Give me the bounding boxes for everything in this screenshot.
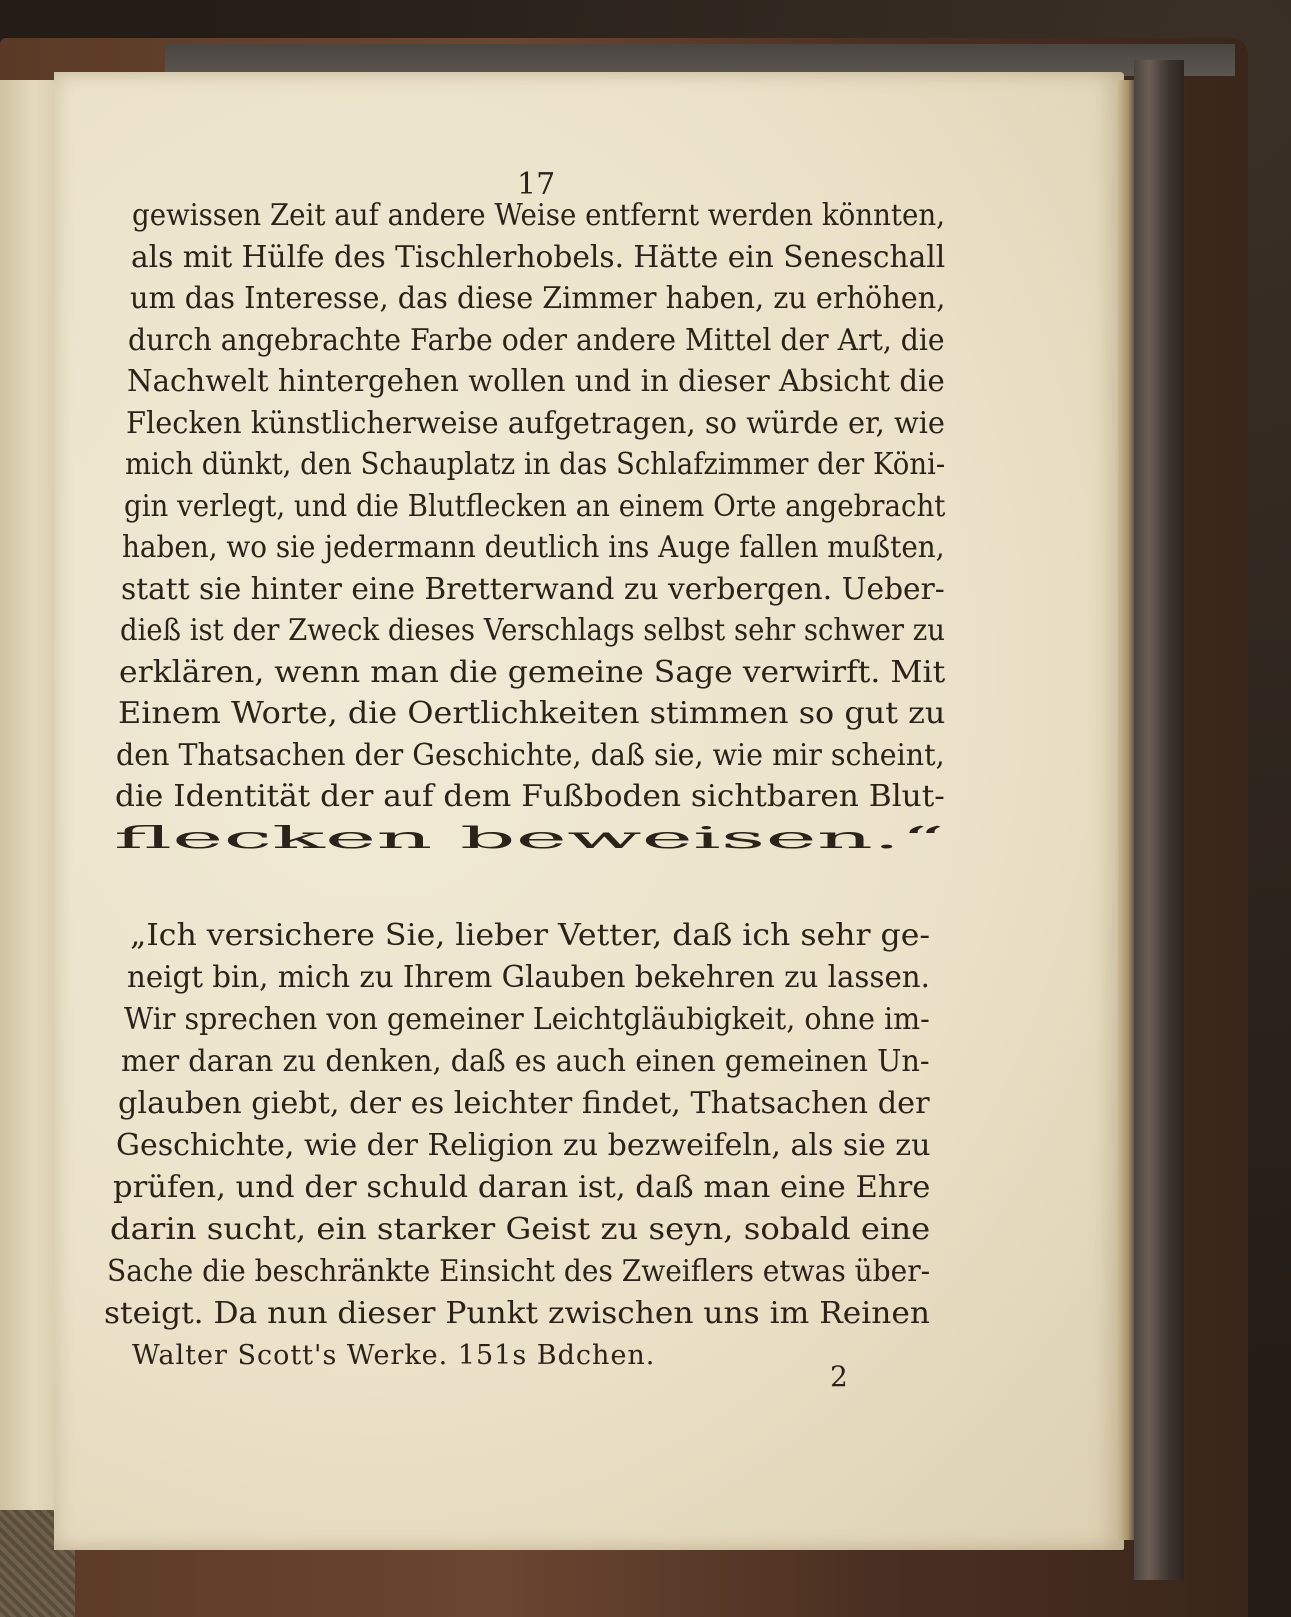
text-line: durch angebrachte Farbe oder andere Mittel der Art, die (128, 322, 945, 358)
text-line: glauben giebt, der es leichter findet, Thatsachen der (118, 1086, 931, 1121)
right-cover-board (1134, 60, 1184, 1580)
text-line: neigt bin, mich zu Ihrem Glauben bekehren zu lassen. (127, 960, 931, 995)
text-line: die Identität der auf dem Fußboden sichtbaren Blut- (115, 779, 945, 814)
text-line: gin verlegt, und die Blutflecken an einem Orte angebracht (123, 488, 945, 524)
text-line: erklären, wenn man die gemeine Sage verwirft. Mit (118, 654, 946, 690)
text-line: „Ich versichere Sie, lieber Vetter, daß ich sehr ge- (130, 918, 931, 953)
text-line: statt sie hinter eine Bretterwand zu verbergen. Ueber- (121, 571, 945, 607)
text-line: flecken beweisen.“ (114, 820, 945, 856)
sheet-number: 2 (830, 1360, 848, 1393)
text-line: mer daran zu denken, daß es auch einen gemeinen Un- (121, 1044, 930, 1079)
text-line: gewissen Zeit auf andere Weise entfernt werden könnten, (132, 198, 946, 233)
text-line: den Thatsachen der Geschichte, daß sie, wie mir scheint, (116, 737, 946, 773)
text-line: Sache die beschränkte Einsicht des Zweiflers etwas über- (106, 1254, 930, 1289)
text-line: als mit Hülfe des Tischlerhobels. Hätte ein Seneschall (130, 239, 946, 275)
text-line: Wir sprechen von gemeiner Leichtgläubigkeit, ohne im- (124, 1002, 930, 1037)
text-line: Nachwelt hintergehen wollen und in dieser Absicht die (127, 364, 945, 399)
text-line: steigt. Da nun dieser Punkt zwischen uns im Reinen (104, 1296, 930, 1331)
text-line: prüfen, und der schuld daran ist, daß man eine Ehre (112, 1170, 931, 1205)
text-line: mich dünkt, den Schauplatz in das Schlafzimmer der Köni- (124, 447, 946, 482)
text-line: darin sucht, ein starker Geist zu seyn, sobald eine (109, 1212, 931, 1247)
text-line: haben, wo sie jedermann deutlich ins Auge fallen mußten, (122, 530, 945, 565)
text-line: Einem Worte, die Oertlichkeiten stimmen so gut zu (117, 696, 946, 731)
text-line: um das Interesse, das diese Zimmer haben, zu erhöhen, (129, 281, 945, 316)
text-line: Geschichte, wie der Religion zu bezweifeln, als sie zu (115, 1128, 930, 1163)
text-line: Flecken künstlicherweise aufgetragen, so würde er, wie (126, 405, 945, 441)
text-line: dieß ist der Zweck dieses Verschlags selbst sehr schwer zu (120, 613, 945, 648)
page-fore-edge (1118, 80, 1134, 1540)
page-number: 17 (517, 167, 556, 202)
signature-line: Walter Scott's Werke. 151s Bdchen. (132, 1340, 656, 1371)
